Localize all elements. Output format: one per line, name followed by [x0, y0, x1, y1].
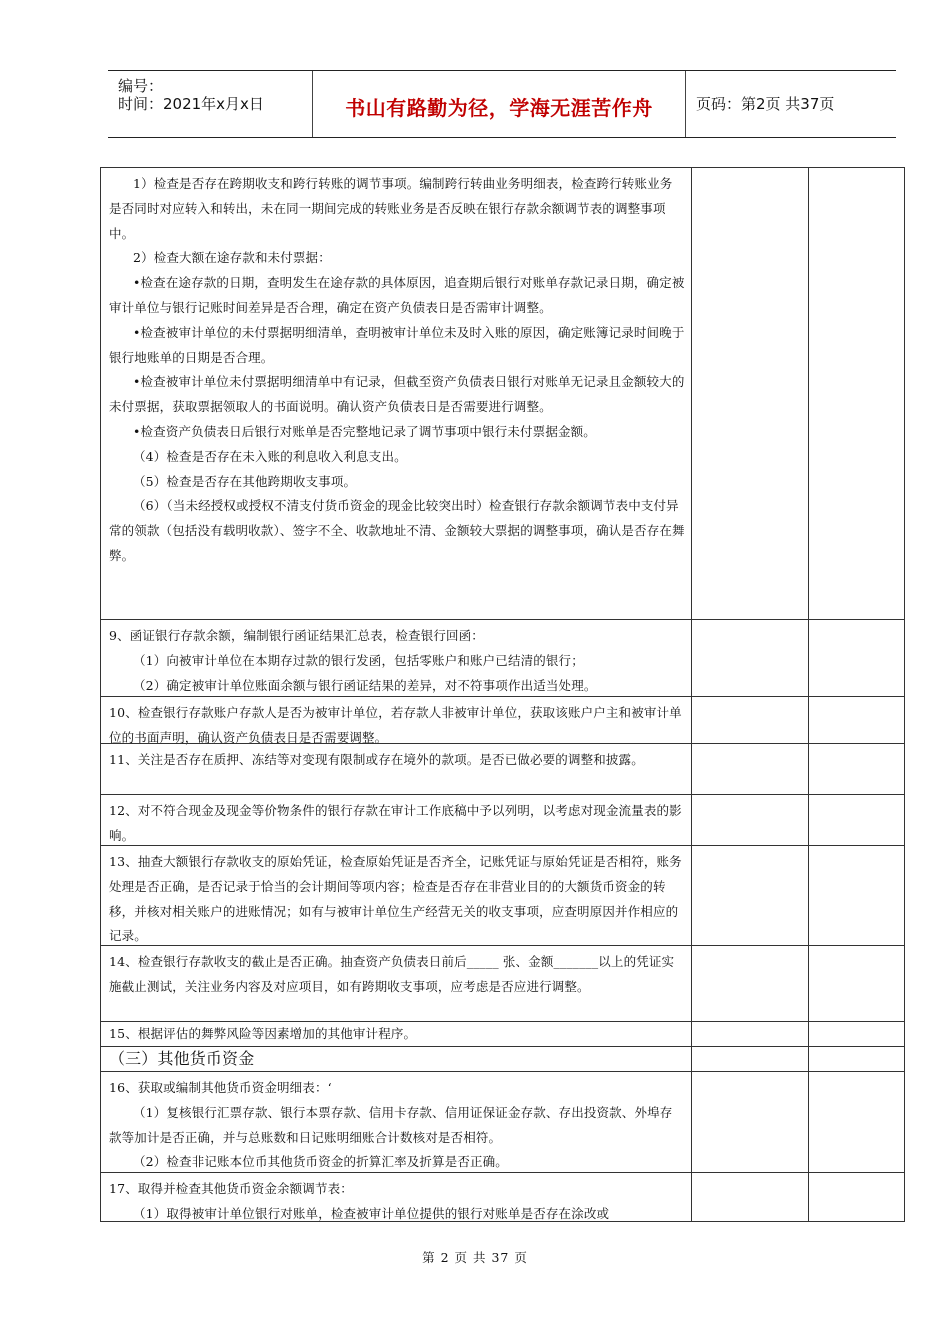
procedure-text [109, 624, 685, 698]
procedure-line: 11、关注是否存在质押、冻结等对变现有限制或存在境外的款项。是否已做必要的调整和披露。 [109, 752, 644, 767]
procedure-line: 1）检查是否存在跨期收支和跨行转账的调节事项。编制跨行转曲业务明细表，检查跨行转账业务是否同时对应转入和转出，未在同一期间完成的转账业务是否反映在银行存款余额调节表的调整事项中。 [109, 176, 673, 241]
table-row [101, 1021, 904, 1046]
audit-procedure-table [100, 167, 905, 1222]
header-info-cell [108, 71, 313, 137]
header-page-cell [686, 71, 896, 137]
procedure-line: （4）检查是否存在未入账的利息收入利息支出。 [133, 448, 407, 464]
procedure-text [109, 799, 685, 849]
procedure-line: （6）（当未经授权或授权不清支付货币资金的现金比较突出时）检查银行存款余额调节表中支付异常的领款（包括没有载明收款）、签字不全、收款地址不清、金额较大票据的调整事项，确认是否存在舞弊。 [109, 498, 685, 563]
section-heading-text: （三）其他货币资金 [109, 1049, 255, 1068]
procedure-line: 14、检查银行存款收支的截止是否正确。抽查资产负债表日前后_____ 张、金额_______以上的凭证实施截止测试，关注业务内容及对应项目，如有跨期收支事项，应考虑是否应进行调整。 [109, 954, 675, 994]
procedure-line: 9、函证银行存款余额，编制银行函证结果汇总表，检查银行回函： [109, 628, 484, 643]
procedure-line: （2）检查非记账本位币其他货币资金的折算汇率及折算是否正确。 [133, 1154, 508, 1170]
procedure-line: 16、获取或编制其他货币资金明细表：‘ [109, 1080, 332, 1095]
page-code: 页码：第2页 共37页 [696, 95, 835, 113]
procedure-line: （5）检查是否存在其他跨期收支事项。 [133, 473, 357, 489]
table-row [101, 794, 904, 845]
motto: 书山有路勤为径，学海无涯苦作舟 [345, 96, 653, 120]
table-row [101, 845, 904, 945]
procedure-text [109, 1177, 685, 1227]
table-row [101, 168, 904, 619]
procedure-text [109, 850, 685, 949]
procedure-line: 15、根据评估的舞弊风险等因素增加的其他审计程序。 [109, 1026, 417, 1041]
procedure-line: •检查被审计单位未付票据明细清单中有记录，但截至资产负债表日银行对账单无记录且金额较大的未付票据，获取票据领取人的书面说明。确认资产负债表日是否需要进行调整。 [109, 374, 685, 415]
header-motto-cell [313, 71, 686, 137]
page-header [108, 70, 896, 138]
procedure-line: 12、对不符合现金及现金等价物条件的银行存款在审计工作底稿中予以列明，以考虑对现金流量表的影响。 [109, 803, 682, 843]
procedure-line: 2）检查大额在途存款和未付票据： [133, 250, 331, 266]
procedure-line: （2）确定被审计单位账面余额与银行函证结果的差异，对不符事项作出适当处理。 [133, 677, 597, 693]
procedure-line: •检查资产负债表日后银行对账单是否完整地记录了调节事项中银行未付票据金额。 [133, 423, 596, 439]
procedure-text [109, 1076, 685, 1175]
procedure-text [109, 950, 685, 1000]
table-row [101, 743, 904, 794]
table-row [101, 619, 904, 696]
procedure-line: 17、取得并检查其他货币资金余额调节表： [109, 1181, 353, 1196]
procedure-line: （1）取得被审计单位银行对账单，检查被审计单位提供的银行对账单是否存在涂改或 [133, 1205, 610, 1221]
procedure-text [109, 172, 685, 569]
procedure-line: •检查在途存款的日期，查明发生在途存款的具体原因，追查期后银行对账单存款记录日期，确定被审计单位与银行记账时间差异是否合理，确定在资产负债表日是否需审计调整。 [109, 275, 685, 315]
table-row [101, 1172, 904, 1222]
table-row [101, 945, 904, 1021]
number-label: 编号： [118, 77, 164, 95]
table-row [101, 1046, 904, 1071]
procedure-line: （1）复核银行汇票存款、银行本票存款、信用卡存款、信用证保证金存款、存出投资款、外埠存款等加计是否正确，并与总账数和日记账明细账合计数核对是否相符。 [109, 1104, 673, 1145]
procedure-text [109, 748, 685, 773]
page-footer: 第 2 页 共 37 页 [422, 1250, 528, 1265]
procedure-line: （1）向被审计单位在本期存过款的银行发函，包括零账户和账户已结清的银行； [133, 652, 584, 668]
time-label: 时间：2021年x月x日 [118, 95, 264, 113]
procedure-line: •检查被审计单位的未付票据明细清单，查明被审计单位未及时入账的原因，确定账簿记录时间晚于银行地账单的日期是否合理。 [109, 324, 685, 365]
procedure-line: 10、检查银行存款账户存款人是否为被审计单位，若存款人非被审计单位，获取该账户户主和被审计单位的书面声明，确认资产负债表日是否需要调整。 [109, 705, 682, 745]
table-row [101, 1071, 904, 1172]
procedure-line: 13、抽查大额银行存款收支的原始凭证，检查原始凭证是否齐全，记账凭证与原始凭证是否相符，账务处理是否正确，是否记录于恰当的会计期间等项内容；检查是否存在非营业目的的大额货币资金的转移，并核对相关账户的进账情况；如有与被审计单位生产经营无关的收支事项，应查明原因并作相应的记录。 [109, 854, 682, 944]
table-row [101, 696, 904, 743]
procedure-text [109, 1022, 685, 1047]
section-heading [109, 1048, 685, 1070]
